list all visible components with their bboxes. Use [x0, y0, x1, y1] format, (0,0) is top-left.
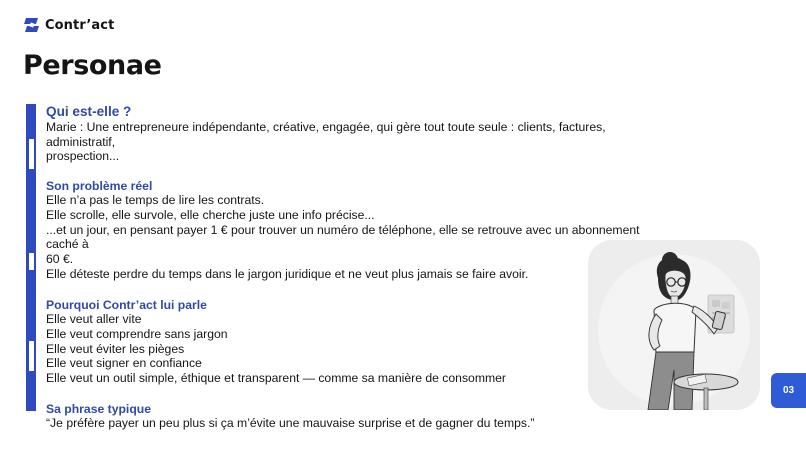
section-why [46, 298, 656, 386]
page-number-badge: 03 [771, 373, 806, 408]
text-line: ...et un jour, en pensant payer 1 € pour trouver un numéro de téléphone, elle se retrouve avec un abonnement caché à [46, 222, 640, 252]
page-title: Personae [23, 50, 162, 81]
text-line: Elle veut un outil simple, éthique et transparent — comme sa manière de consommer [46, 371, 506, 386]
woman-reading-phone-illustration [588, 240, 760, 410]
section-who [46, 104, 656, 164]
text-line: prospection... [46, 149, 120, 164]
contract-logo-icon [24, 17, 39, 34]
text-line: Elle veut aller vite [46, 312, 142, 327]
text-line: Elle n’a pas le temps de lire les contrats. [46, 193, 265, 208]
accent-bar-gap [29, 139, 34, 169]
section-heading: Pourquoi Contr’act lui parle [46, 297, 207, 312]
accent-bar-gap [29, 253, 34, 270]
section-quote [46, 402, 656, 431]
section-heading: Sa phrase typique [46, 401, 151, 416]
brand [24, 17, 114, 34]
section-heading: Qui est-elle ? [46, 104, 132, 119]
text-line: 60 €. [46, 252, 74, 267]
text-line: Elle scrolle, elle survole, elle cherche juste une info précise... [46, 208, 375, 223]
text-line: Elle veut éviter les pièges [46, 341, 185, 356]
section-heading: Son problème réel [46, 178, 153, 193]
persona-content [46, 104, 656, 431]
text-line: Elle déteste perdre du temps dans le jargon juridique et ne veut plus jamais se faire avoir. [46, 266, 529, 281]
text-line: Marie : Une entrepreneure indépendante, créative, engagée, qui gère tout toute seule : clients, factures, administratif, [46, 120, 606, 149]
text-line: Elle veut comprendre sans jargon [46, 326, 228, 341]
accent-bar-gap [29, 341, 34, 371]
persona-illustration [588, 240, 760, 410]
section-problem [46, 179, 656, 282]
quote-text: “Je préfère payer un peu plus si ça m’évite une mauvaise surprise et de gagner du temps.” [46, 416, 535, 431]
brand-name: Contr’act [45, 18, 115, 33]
text-line: Elle veut signer en confiance [46, 356, 202, 371]
